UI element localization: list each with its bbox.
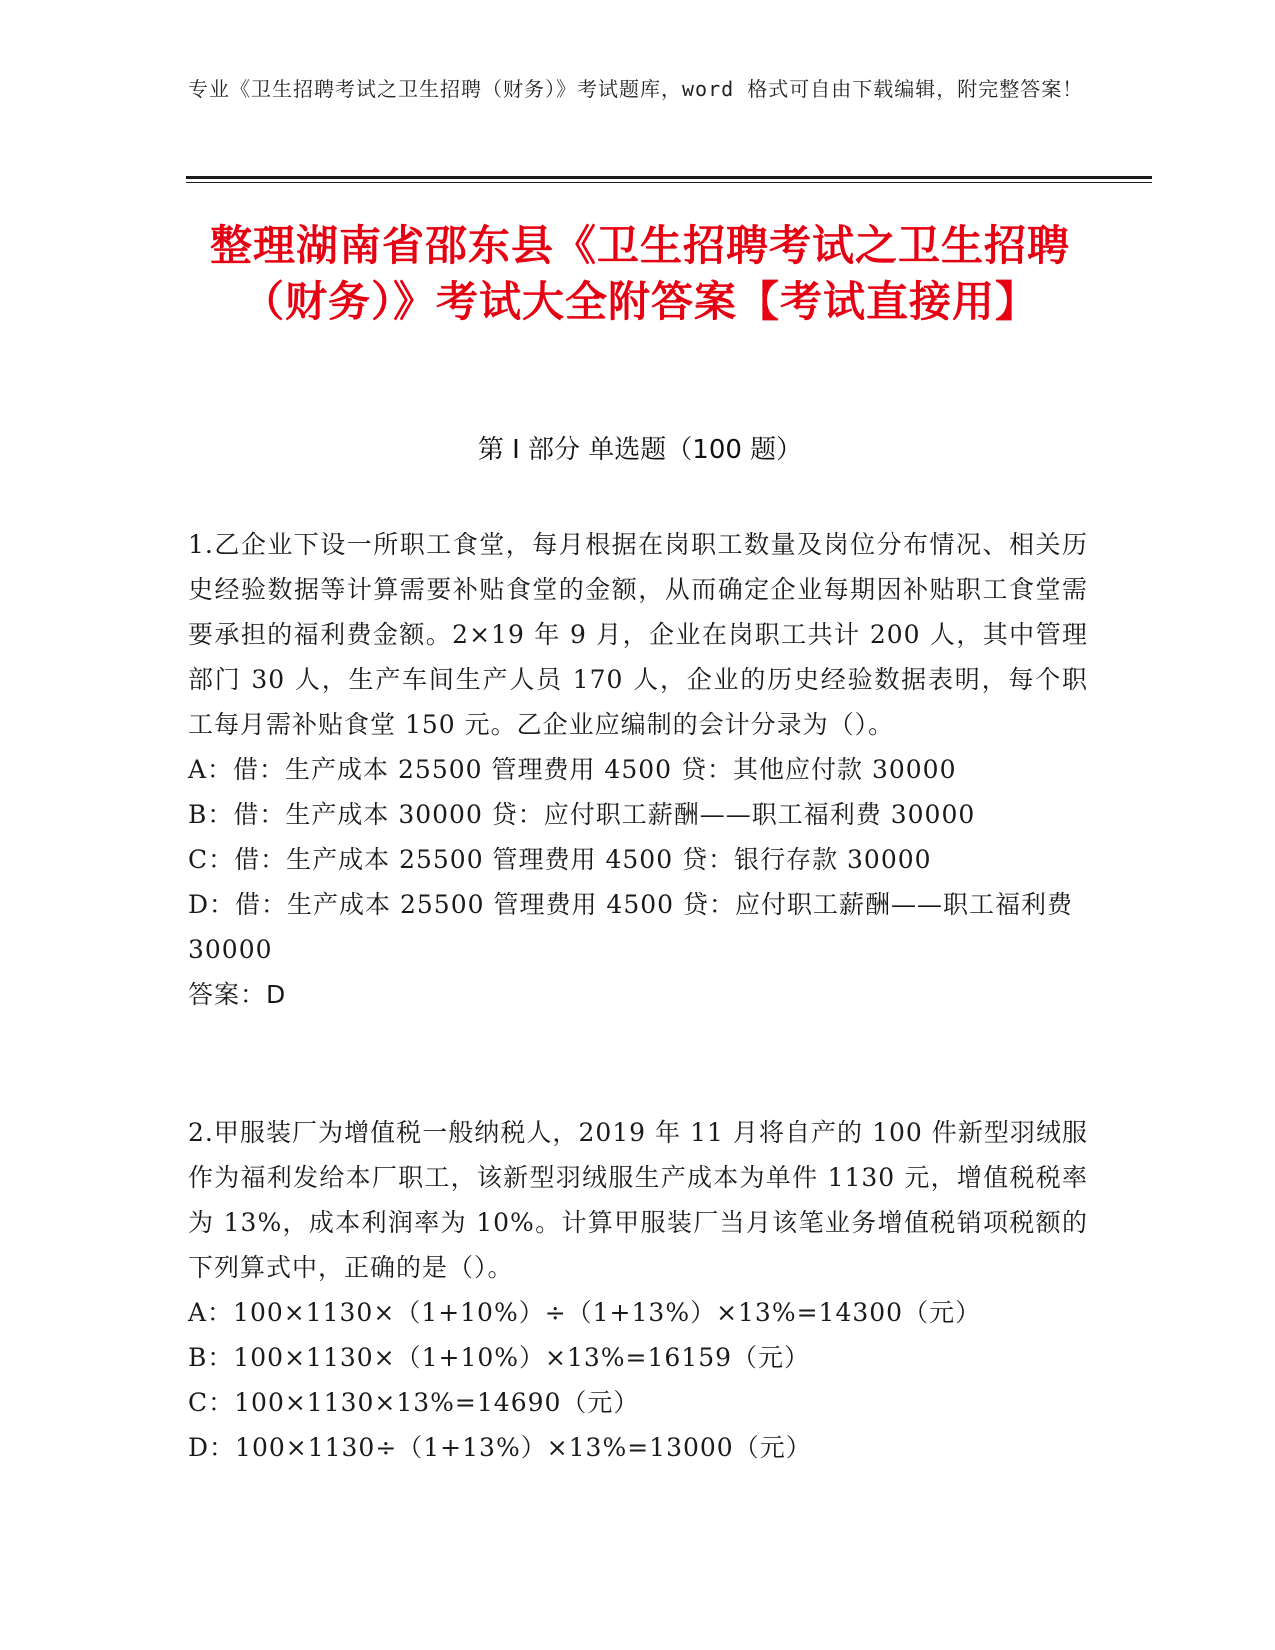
question-2-option-b: B：100×1130×（1+10%）×13%=16159（元） — [188, 1343, 811, 1372]
header-divider-thin — [186, 182, 1152, 183]
header-divider-thick — [186, 176, 1152, 179]
question-1-option-c: C：借：生产成本 25500 管理费用 4500 贷：银行存款 30000 — [188, 845, 932, 874]
question-1-option-a: A：借：生产成本 25500 管理费用 4500 贷：其他应付款 30000 — [188, 755, 957, 784]
question-1-option-b: B：借：生产成本 30000 贷：应付职工薪酬——职工福利费 30000 — [188, 800, 976, 829]
header-note: 专业《卫生招聘考试之卫生招聘（财务）》考试题库，word 格式可自由下载编辑，附完整答案！ — [188, 77, 1084, 101]
document-title: 整理湖南省邵东县《卫生招聘考试之卫生招聘（财务）》考试大全附答案【考试直接用】 — [209, 221, 1070, 326]
question-1 — [188, 522, 1088, 1017]
question-1-stem: 1.乙企业下设一所职工食堂，每月根据在岗职工数量及岗位分布情况、相关历史经验数据等计算需要补贴食堂的金额，从而确定企业每期因补贴职工食堂需要承担的福利费金额。2×19 年 9 月，企业在岗职工共计 200 人，其中管理部门 30 人，生产车间生产人员 170 人，企业的历史经验数据表明，每个职工每月需补贴食堂 150 元。乙企业应编制的会计分录为（）。 — [188, 530, 1088, 739]
question-2-option-a: A：100×1130×（1+10%）÷（1+13%）×13%=14300（元） — [188, 1298, 982, 1327]
question-2 — [188, 1110, 1088, 1470]
question-2-option-d: D：100×1130÷（1+13%）×13%=13000（元） — [188, 1433, 812, 1462]
question-2-option-c: C：100×1130×13%=14690（元） — [188, 1388, 640, 1417]
question-1-option-d: D：借：生产成本 25500 管理费用 4500 贷：应付职工薪酬——职工福利费 30000 — [188, 890, 1073, 964]
question-1-answer: 答案：D — [188, 980, 287, 1009]
question-2-stem: 2.甲服装厂为增值税一般纳税人，2019 年 11 月将自产的 100 件新型羽绒服作为福利发给本厂职工，该新型羽绒服生产成本为单件 1130 元，增值税税率为 13%，成本利润率为 10%。计算甲服装厂当月该笔业务增值税销项税额的下列算式中，正确的是（）。 — [188, 1118, 1088, 1282]
section-title: 第 I 部分 单选题（100 题） — [477, 435, 803, 465]
